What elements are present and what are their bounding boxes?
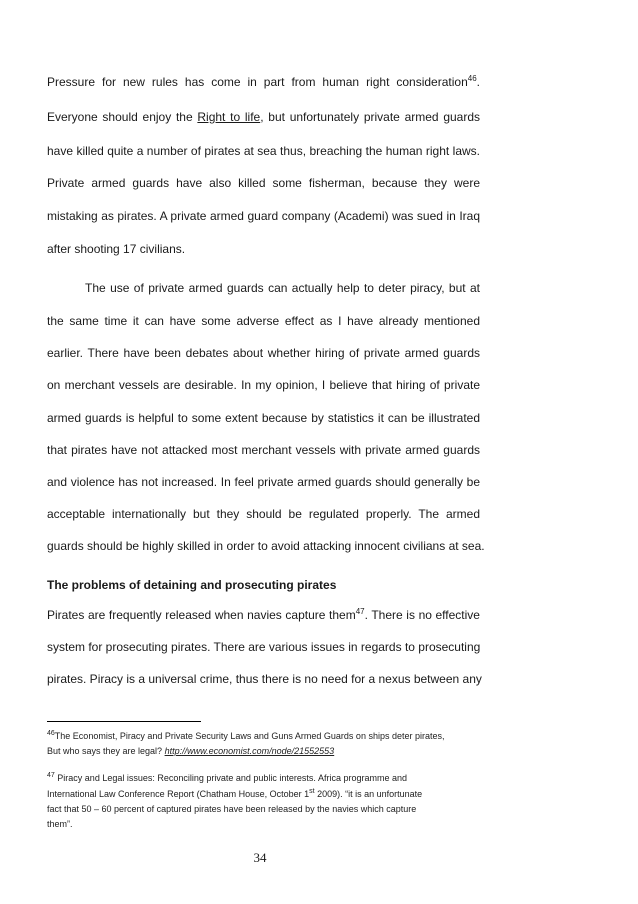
paragraph-line: The use of private armed guards can actually help to deter piracy, but at [85, 281, 480, 295]
footnote-46: $^{46}$The Economist, Piracy and Private Security Laws and Guns Armed Guards on ships deter pirates, [47, 730, 445, 741]
footnote-number: 46 [47, 730, 55, 737]
paragraph-line: after shooting 17 civilians. [47, 242, 186, 256]
footnote-ref-46[interactable]: 46 [467, 74, 477, 83]
paragraph-line: have killed quite a number of pirates at sea thus, breaching the human right laws. [47, 144, 480, 158]
footnote-ref-47[interactable]: 47 [355, 607, 365, 616]
paragraph-line: mistaking as pirates. A private armed guard company (Academi) was sued in Iraq [47, 209, 480, 223]
paragraph-line: armed guards is helpful to some extent because by statistics it can be illustrated [47, 411, 480, 425]
footnote-47-line4: them”. [47, 819, 73, 829]
paragraph-line: guards should be highly skilled in order to avoid attacking innocent civilians at sea. [47, 539, 485, 553]
footnote-number: 47 [47, 772, 55, 779]
paragraph-line: acceptable internationally but they should be regulated properly. The armed [47, 507, 480, 521]
paragraph-line: on merchant vessels are desirable. In my opinion, I believe that hiring of private [47, 378, 480, 392]
paragraph-line: that pirates have not attacked most merchant vessels with private armed guards [47, 443, 480, 457]
paragraph-line: Pressure for new rules has come in part from human right consideration$^{46}$. [47, 74, 480, 89]
paragraph-line: earlier. There have been debates about whether hiring of private armed guards [47, 346, 480, 360]
footnote-separator [47, 721, 201, 722]
paragraph-line: pirates. Piracy is a universal crime, thus there is no need for a nexus between any [47, 672, 482, 686]
section-heading: The problems of detaining and prosecuting pirates [47, 578, 337, 592]
paragraph-line: and violence has not increased. In feel private armed guards should generally be [47, 475, 480, 489]
right-to-life-link[interactable]: Right to life [197, 110, 261, 124]
economist-link[interactable]: http://www.economist.com/node/21552553 [164, 746, 335, 756]
footnote-47: $^{47}$ Piracy and Legal issues: Reconciling private and public interests. Africa programme and [47, 772, 407, 783]
paragraph-line: Pirates are frequently released when navies capture them$^{47}$. There is no effective [47, 607, 480, 622]
paragraph-line: system for prosecuting pirates. There are various issues in regards to prosecuting [47, 640, 481, 654]
paragraph-line: the same time it can have some adverse effect as I have already mentioned [47, 314, 480, 328]
page-number: 34 [253, 850, 267, 865]
paragraph-line: Private armed guards have also killed some fisherman, because they were [47, 176, 480, 190]
footnote-47-line2: International Law Conference Report (Chatham House, October 1st 2009). “it is an unfortunate [47, 788, 423, 799]
paragraph-line: Everyone should enjoy the Right to life, but unfortunately private armed guards [47, 110, 481, 124]
footnote-46-line2: But who says they are legal? http://www.economist.com/node/21552553 [47, 746, 335, 756]
footnote-47-line3: fact that 50 – 60 percent of captured pirates have been released by the navies which capture [47, 804, 417, 814]
